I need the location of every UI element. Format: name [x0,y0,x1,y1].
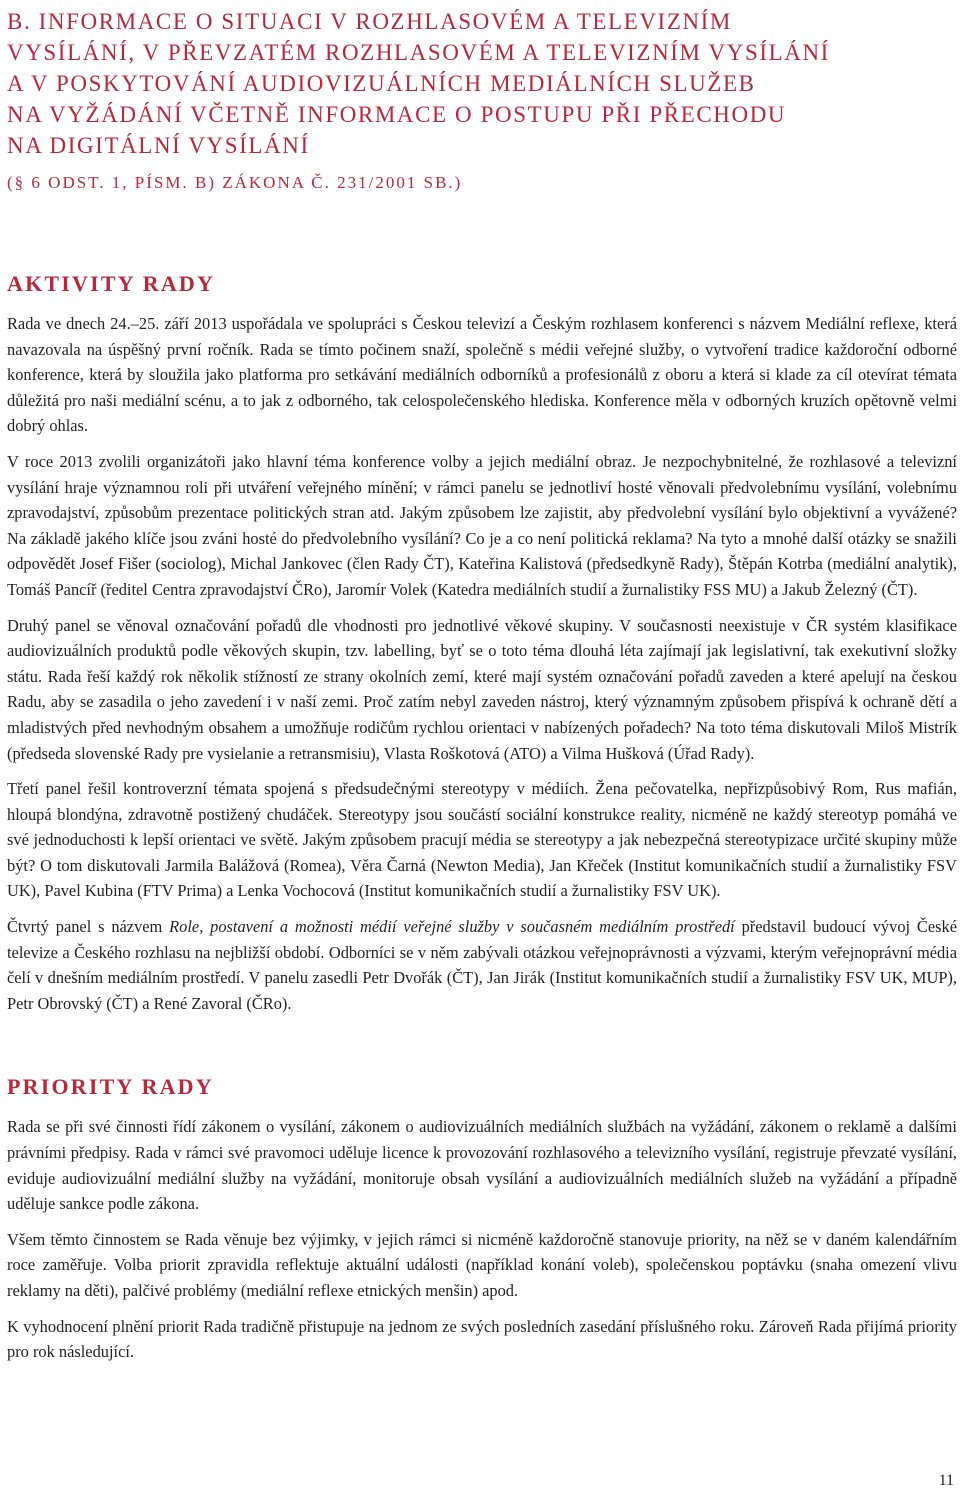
paragraph-text: Rada ve dnech 24.–25. září 2013 uspořádala ve spolupráci s Českou televizí a Českým rozhlasem konferenci s názvem Mediální reflexe, která navazovala na úspěšný první ročník. Rada se tímto počinem snaží, společně s médii veřejné služby, o vytvoření tradice každoroční odborné konference, která by sloužila jako platforma pro setkávání mediálních odborníků a profesionálů z oboru a která si klade za cíl otevírat témata důležitá pro naši mediální scénu, a to jak z odborného, tak celospolečenského hlediska. Konference měla v odborných kruzích opětovně velmi dobrý ohlas. [7,314,957,436]
section-heading-priorities: PRIORITY RADY [7,1074,214,1100]
paragraph [7,1314,957,1365]
paragraph [7,449,957,603]
chapter-title-line: B. INFORMACE O SITUACI V ROZHLASOVÉM A TELEVIZNÍM [7,9,732,34]
chapter-title [7,6,957,161]
paragraph-text: Druhý panel se věnoval označování pořadů dle vhodnosti pro jednotlivé věkové skupiny. V současnosti neexistuje v ČR systém klasifikace audiovizuálních produktů podle věkových skupin, tzv. labelling, byť se o toto téma dlouhá léta zajímají jak legislativní, tak exekutivní složky státu. Rada řeší každý rok několik stížností ze strany okolních zemí, které mají systém označování pořadů zaveden a které apelují na českou Radu, aby se zasadila o jeho zavedení i v naší zemi. Proč zatím nebyl zaveden nástroj, který významným způsobem přispívá k ochraně dětí a mladistvých před nevhodným obsahem a umožňuje rodičům rychlou orientaci v nabízených pořadech? Na toto téma diskutovali Miloš Mistrík (předseda slovenské Rady pre vysielanie a retransmisiu), Vlasta Roškotová (ATO) a Vilma Hušková (Úřad Rady). [7,615,957,763]
paragraph [7,311,957,439]
paragraph-text: Třetí panel řešil kontroverzní témata spojená s předsudečnými stereotypy v médiích. Žena pečovatelka, nepřizpůsobivý Rom, Rus mafián, hloupá blondýna, zdravotně postižený chudáček. Stereotypy jsou součástí sociální konstrukce reality, nicméně ne každý stereotyp pomáhá ve své jednoduchosti k lepší orientaci ve světě. Jakým způsobem pracují média se stereotypy a jak nebezpečná stereotypizace určité skupiny může být? O tom diskutovali Jarmila Balážová (Romea), Věra Čarná (Newton Media), Jan Křeček (Institut komunikačních studií a žurnalistiky FSV UK), Pavel Kubina (FTV Prima) a Lenka Vochocová (Institut komunikačních studií a žurnalistiky FSV UK). [7,779,957,901]
paragraph [7,1114,957,1216]
chapter-title-line: NA VYŽÁDÁNÍ VČETNĚ INFORMACE O POSTUPU PŘI PŘECHODU [7,102,787,127]
section-heading-activities: AKTIVITY RADY [7,271,216,296]
paragraph-text: Všem těmto činnostem se Rada věnuje bez výjimky, v jejich rámci si nicméně každoročně stanovuje priority, na něž se v daném kalendářním roce zaměřuje. Volba priorit zpravidla reflektuje aktuální události (například konání voleb), společenskou poptávku (snaha omezení vlivu reklamy na děti), palčivé problémy (mediální reflexe etnických menšin) apod. [7,1229,957,1300]
paragraph-text: Rada se při své činnosti řídí zákonem o vysílání, zákonem o audiovizuálních mediálních službách na vyžádání, zákonem o reklamě a dalšími právními předpisy. Rada v rámci své pravomoci uděluje licence k provozování rozhlasového a televizního vysílání, registruje převzaté vysílání, eviduje audiovizuální mediální služby na vyžádání, monitoruje obsah vysílání a audiovizuálních mediálních služeb na vyžádání a případně uděluje sankce podle zákona. [7,1117,957,1214]
paragraph-text: V roce 2013 zvolili organizátoři jako hlavní téma konference volby a jejich mediální obraz. Je nezpochybnitelné, že rozhlasové a televizní vysílání hraje významnou roli při utváření veřejného mínění; v rámci panelu se jednotliví hosté věnovali předvolebnímu vysílání, volebnímu zpravodajství, způsobům prezentace politických stran atd. Jakým způsobem lze zajistit, aby předvolební vysílání bylo objektivní a vyvážené? Na základě jakého klíče jsou zváni hosté do předvolebního vysílání? Co je a co není politická reklama? Na tyto a mnohé další otázky se snažili odpovědět Josef Fišer (sociolog), Michal Jankovec (člen Rady ČT), Kateřina Kalistová (předsedkyně Rady), Štěpán Kotrba (mediální analytik), Tomáš Pancíř (ředitel Centra zpravodajství ČRo), Jaromír Volek (Katedra mediálních studií a žurnalistiky FSS MU) a Jakub Železný (ČT). [7,451,957,599]
priorities-body [7,1114,957,1364]
paragraph-text: K vyhodnocení plnění priorit Rada tradičně přistupuje na jednom ze svých posledních zasedání příslušného roku. Zároveň Rada přijímá priority pro rok následující. [7,1316,957,1362]
paragraph [7,1227,957,1304]
paragraph-text: Čtvrtý panel s názvem [7,917,170,937]
document-page [7,0,957,1365]
paragraph [7,613,957,767]
paragraph-text: představil budoucí vývoj České televize a Českého rozhlasu na nejbližší období. Odborníci se v něm zabývali otázkou veřejnoprávnosti a výzvami, kterým veřejnoprávní média čelí v dnešním mediálním prostředí. V panelu zasedli Petr Dvořák (ČT), Jan Jirák (Institut komunikačních studií a žurnalistiky FSV UK, MUP), Petr Obrovský (ČT) a René Zavoral (ČRo). [7,917,957,1013]
paragraph [7,776,957,904]
chapter-title-line: VYSÍLÁNÍ, V PŘEVZATÉM ROZHLASOVÉM A TELEVIZNÍM VYSÍLÁNÍ [7,40,830,65]
italic-title: Role, postavení a možnosti médií veřejné služby v současném mediálním prostředí [169,917,735,937]
legal-reference: (§ 6 ODST. 1, PÍSM. B) ZÁKONA Č. 231/2001 SB.) [7,173,463,192]
activities-body [7,311,957,1016]
paragraph [7,914,957,1016]
chapter-title-line: A V POSKYTOVÁNÍ AUDIOVIZUÁLNÍCH MEDIÁLNÍCH SLUŽEB [7,71,756,96]
chapter-title-line: NA DIGITÁLNÍ VYSÍLÁNÍ [7,133,310,158]
page-number: 11 [938,1472,954,1489]
